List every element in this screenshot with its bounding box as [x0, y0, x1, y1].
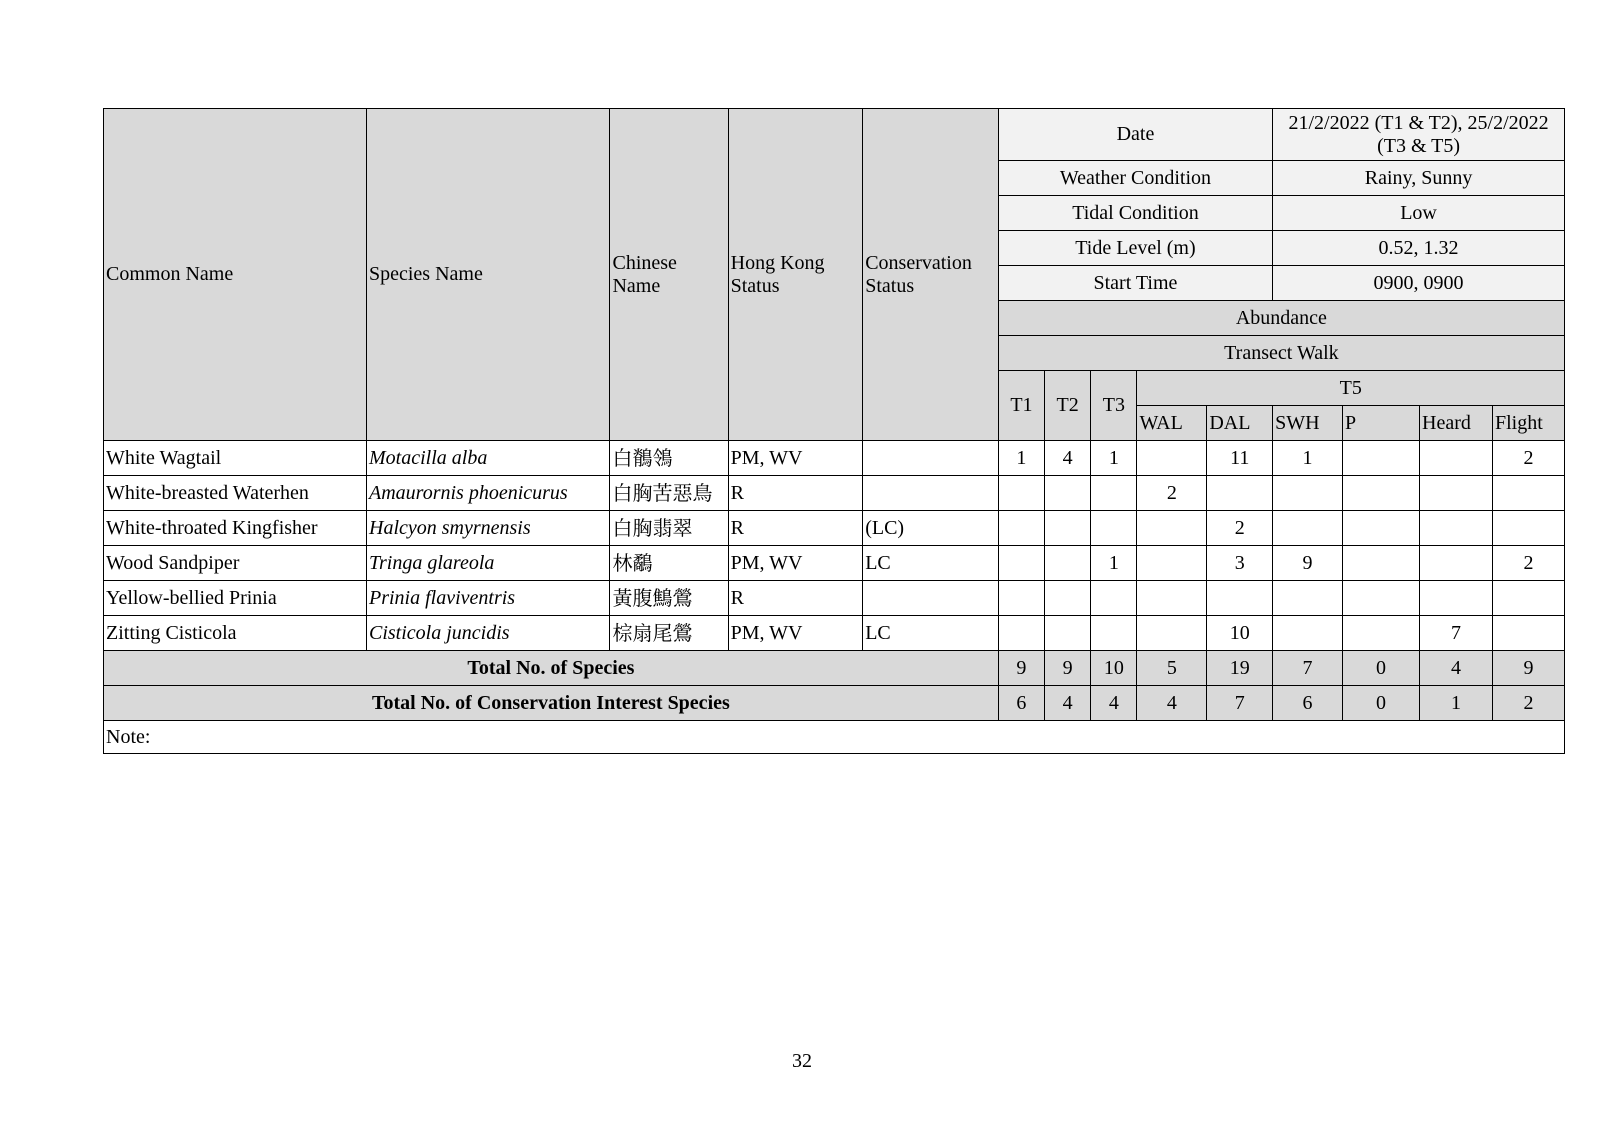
heard-header: Heard: [1420, 406, 1493, 441]
chinese-name-cell: 白胸翡翠: [610, 511, 728, 546]
conservation-status-cell: [863, 581, 999, 616]
flight-header: Flight: [1492, 406, 1564, 441]
total-conservation-swh: 6: [1273, 686, 1343, 721]
t3-cell: [1091, 616, 1137, 651]
species-name-cell: Prinia flaviventris: [367, 581, 610, 616]
p-cell: [1342, 546, 1419, 581]
t2-cell: [1045, 546, 1091, 581]
dal-cell: 2: [1207, 511, 1273, 546]
total-conservation-t2: 4: [1045, 686, 1091, 721]
table-row: [104, 511, 1565, 546]
hk-status-cell: PM, WV: [728, 546, 863, 581]
heard-cell: [1420, 476, 1493, 511]
page-number: 32: [792, 1050, 812, 1072]
species-name-header: Species Name: [367, 109, 610, 441]
t1-cell: [998, 476, 1044, 511]
wal-cell: [1137, 546, 1207, 581]
tidal-value: Low: [1273, 196, 1565, 231]
total-conservation-row: [104, 686, 1565, 721]
hk-status-cell: R: [728, 581, 863, 616]
dal-cell: 3: [1207, 546, 1273, 581]
t5-header: T5: [1137, 371, 1565, 406]
wal-cell: [1137, 616, 1207, 651]
swh-cell: 9: [1273, 546, 1343, 581]
total-conservation-t3: 4: [1091, 686, 1137, 721]
hk-status-header: Hong Kong Status: [728, 109, 863, 441]
t1-cell: [998, 616, 1044, 651]
common-name-cell: Yellow-bellied Prinia: [104, 581, 367, 616]
species-name-cell: Tringa glareola: [367, 546, 610, 581]
common-name-header: Common Name: [104, 109, 367, 441]
chinese-name-header: Chinese Name: [610, 109, 728, 441]
hk-status-cell: R: [728, 511, 863, 546]
t2-cell: [1045, 511, 1091, 546]
total-conservation-heard: 1: [1420, 686, 1493, 721]
species-name-cell: Halcyon smyrnensis: [367, 511, 610, 546]
chinese-name-cell: 黃腹鷦鶯: [610, 581, 728, 616]
flight-cell: [1492, 581, 1564, 616]
transect-walk-header: Transect Walk: [998, 336, 1564, 371]
flight-cell: 2: [1492, 441, 1564, 476]
total-conservation-dal: 7: [1207, 686, 1273, 721]
dal-cell: [1207, 581, 1273, 616]
date-value: 21/2/2022 (T1 & T2), 25/2/2022 (T3 & T5): [1273, 109, 1565, 161]
t2-cell: [1045, 581, 1091, 616]
total-species-t2: 9: [1045, 651, 1091, 686]
dal-cell: [1207, 476, 1273, 511]
weather-value: Rainy, Sunny: [1273, 161, 1565, 196]
total-species-heard: 4: [1420, 651, 1493, 686]
swh-cell: [1273, 616, 1343, 651]
total-species-flight: 9: [1492, 651, 1564, 686]
conservation-status-cell: [863, 476, 999, 511]
conservation-status-cell: LC: [863, 616, 999, 651]
total-conservation-flight: 2: [1492, 686, 1564, 721]
heard-cell: [1420, 546, 1493, 581]
p-cell: [1342, 616, 1419, 651]
table-row: [104, 546, 1565, 581]
conservation-status-cell: (LC): [863, 511, 999, 546]
tide-level-label: Tide Level (m): [998, 231, 1272, 266]
conservation-status-cell: LC: [863, 546, 999, 581]
total-species-wal: 5: [1137, 651, 1207, 686]
t3-cell: [1091, 581, 1137, 616]
wal-cell: [1137, 441, 1207, 476]
wal-cell: 2: [1137, 476, 1207, 511]
table-row: [104, 581, 1565, 616]
total-species-label: Total No. of Species: [104, 651, 999, 686]
conservation-status-cell: [863, 441, 999, 476]
start-time-value: 0900, 0900: [1273, 266, 1565, 301]
chinese-name-cell: 白鶺鴒: [610, 441, 728, 476]
p-cell: [1342, 476, 1419, 511]
t1-cell: 1: [998, 441, 1044, 476]
dal-cell: 10: [1207, 616, 1273, 651]
tide-level-value: 0.52, 1.32: [1273, 231, 1565, 266]
hk-status-cell: R: [728, 476, 863, 511]
t1-cell: [998, 546, 1044, 581]
dal-header: DAL: [1207, 406, 1273, 441]
t2-cell: 4: [1045, 441, 1091, 476]
t2-cell: [1045, 616, 1091, 651]
heard-cell: 7: [1420, 616, 1493, 651]
common-name-cell: White-breasted Waterhen: [104, 476, 367, 511]
abundance-header: Abundance: [998, 301, 1564, 336]
t3-header: T3: [1091, 371, 1137, 441]
common-name-cell: Wood Sandpiper: [104, 546, 367, 581]
chinese-name-cell: 白胸苦惡鳥: [610, 476, 728, 511]
swh-cell: [1273, 581, 1343, 616]
species-name-cell: Cisticola juncidis: [367, 616, 610, 651]
swh-cell: 1: [1273, 441, 1343, 476]
p-cell: [1342, 441, 1419, 476]
swh-cell: [1273, 476, 1343, 511]
common-name-cell: Zitting Cisticola: [104, 616, 367, 651]
total-species-p: 0: [1342, 651, 1419, 686]
p-cell: [1342, 511, 1419, 546]
p-cell: [1342, 581, 1419, 616]
t3-cell: 1: [1091, 441, 1137, 476]
flight-cell: [1492, 476, 1564, 511]
total-species-t1: 9: [998, 651, 1044, 686]
start-time-label: Start Time: [998, 266, 1272, 301]
total-species-dal: 19: [1207, 651, 1273, 686]
t3-cell: 1: [1091, 546, 1137, 581]
total-conservation-label: Total No. of Conservation Interest Species: [104, 686, 999, 721]
swh-cell: [1273, 511, 1343, 546]
total-species-t3: 10: [1091, 651, 1137, 686]
p-header: P: [1342, 406, 1419, 441]
flight-cell: 2: [1492, 546, 1564, 581]
species-survey-table: [103, 108, 1565, 754]
wal-header: WAL: [1137, 406, 1207, 441]
t2-cell: [1045, 476, 1091, 511]
t1-cell: [998, 511, 1044, 546]
chinese-name-cell: 棕扇尾鶯: [610, 616, 728, 651]
total-conservation-wal: 4: [1137, 686, 1207, 721]
wal-cell: [1137, 511, 1207, 546]
species-name-cell: Motacilla alba: [367, 441, 610, 476]
note-cell: Note:: [104, 721, 1565, 754]
hk-status-cell: PM, WV: [728, 616, 863, 651]
wal-cell: [1137, 581, 1207, 616]
hk-status-cell: PM, WV: [728, 441, 863, 476]
species-name-cell: Amaurornis phoenicurus: [367, 476, 610, 511]
table-row: [104, 616, 1565, 651]
date-label: Date: [998, 109, 1272, 161]
t1-header: T1: [998, 371, 1044, 441]
chinese-name-cell: 林鷸: [610, 546, 728, 581]
heard-cell: [1420, 441, 1493, 476]
total-species-swh: 7: [1273, 651, 1343, 686]
weather-label: Weather Condition: [998, 161, 1272, 196]
swh-header: SWH: [1273, 406, 1343, 441]
t3-cell: [1091, 511, 1137, 546]
common-name-cell: White-throated Kingfisher: [104, 511, 367, 546]
conservation-status-header: Conservation Status: [863, 109, 999, 441]
dal-cell: 11: [1207, 441, 1273, 476]
t2-header: T2: [1045, 371, 1091, 441]
t3-cell: [1091, 476, 1137, 511]
total-species-row: [104, 651, 1565, 686]
table-row: [104, 476, 1565, 511]
total-conservation-p: 0: [1342, 686, 1419, 721]
heard-cell: [1420, 511, 1493, 546]
heard-cell: [1420, 581, 1493, 616]
t1-cell: [998, 581, 1044, 616]
table-row: [104, 441, 1565, 476]
total-conservation-t1: 6: [998, 686, 1044, 721]
flight-cell: [1492, 511, 1564, 546]
tidal-label: Tidal Condition: [998, 196, 1272, 231]
flight-cell: [1492, 616, 1564, 651]
common-name-cell: White Wagtail: [104, 441, 367, 476]
